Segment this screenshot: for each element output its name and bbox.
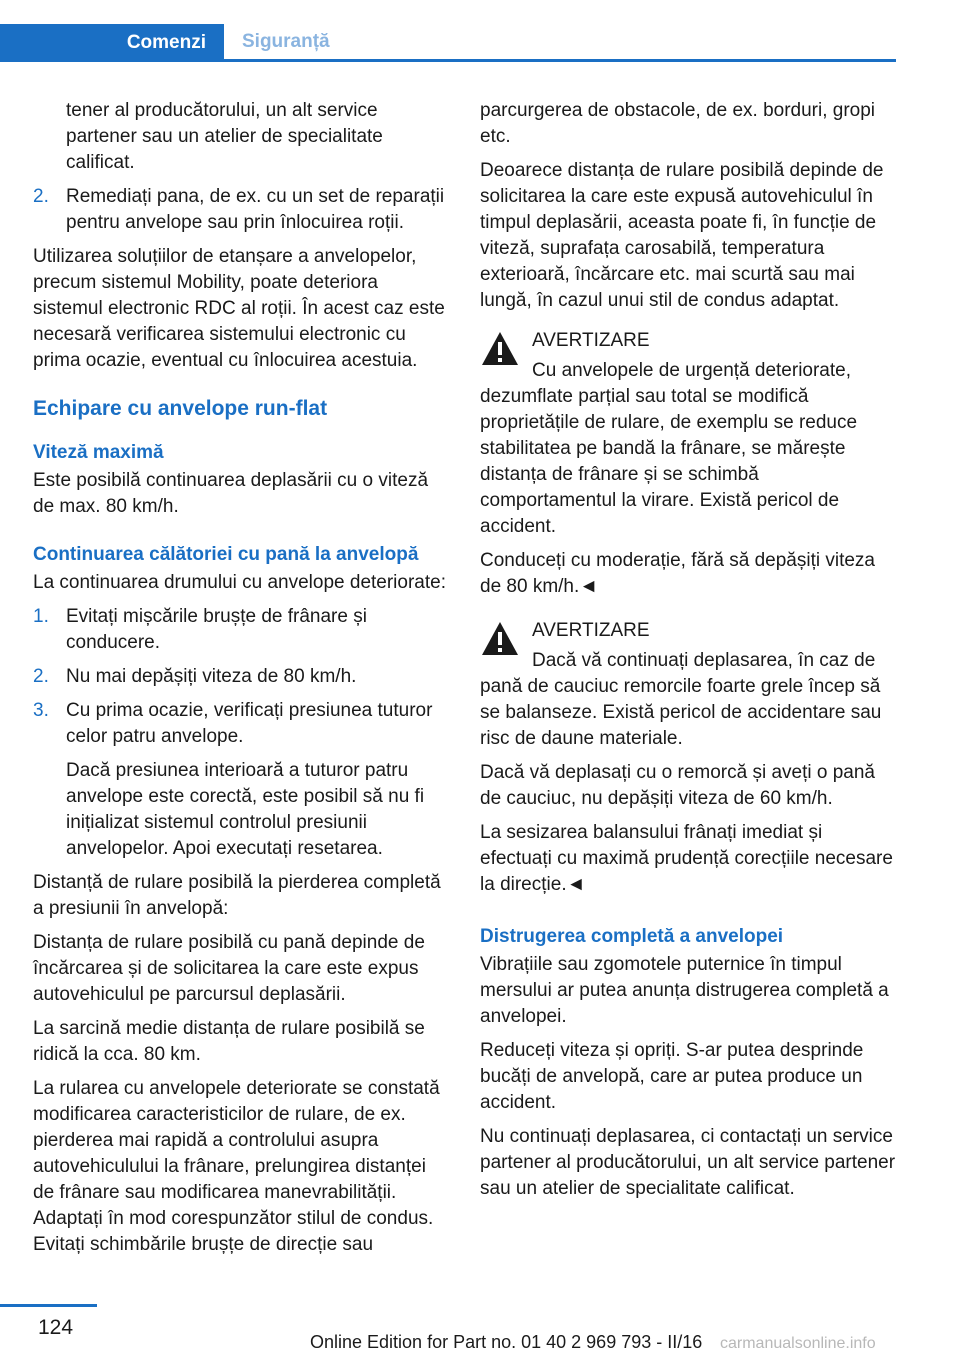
- list-item-continuation: Dacă presiunea interioară a tuturor patru anvelope este corectă, este posibil să nu fi inițializat sistemul controlul presiunii anvelopelor. Apoi executați resetarea.: [66, 760, 425, 859]
- list-text: Nu mai depășiți viteza de 80 km/h.: [66, 666, 357, 687]
- paragraph: Utilizarea soluțiilor de etanșare a anvelopelor, precum sistemul Mobility, poate deteriora sistemul electronic RDC al roții. În acest caz este necesară verificarea sistemului electronic cu prima ocazie, eventual cu înlocuirea acestuia.: [33, 246, 445, 371]
- section-heading: Echipare cu anvelope run-flat: [33, 397, 328, 420]
- header-rule: [0, 59, 896, 62]
- warning-action: Conduceți cu moderație, fără să depășiți viteza de 80 km/h.◄: [480, 550, 875, 597]
- warning-block: [480, 618, 898, 898]
- warning-triangle-icon: [480, 330, 520, 368]
- subheading-continue: Continuarea călătoriei cu pană la anvelopă: [33, 544, 419, 565]
- watermark: carmanualsonline.info: [720, 1335, 876, 1352]
- list-text: Evitați mișcările brușțe de frânare și conducere.: [66, 606, 367, 653]
- paragraph: La sarcină medie distanța de rulare posibilă se ridică la cca. 80 km.: [33, 1018, 425, 1065]
- list-item: [33, 604, 451, 656]
- header-tabbar: [0, 24, 896, 62]
- paragraph: Dacă vă deplasați cu o remorcă și aveți o pană de cauciuc, nu depășiți viteza de 60 km/h.: [480, 762, 875, 809]
- paragraph: La rularea cu anvelopele deteriorate se constată modificarea caracteristicilor de rulare, de ex. pierderea mai rapidă a controlului asupra autovehiculului la frânare, prelungirea distanței de frânare sau modificarea manevrabilității. Adaptați în mod corespunzător stilul de condus. Evitați schimbările brușțe de direcție sau: [33, 1078, 440, 1255]
- paragraph: Distanța de rulare posibilă cu pană depinde de încărcarea și de solicitarea la care este expus autovehiculul pe parcursul deplasării.: [33, 932, 425, 1005]
- paragraph: Distanță de rulare posibilă la pierderea completă a presiunii în anvelopă:: [33, 872, 441, 919]
- warning-title: AVERTIZARE: [532, 620, 650, 641]
- page-number: 124: [38, 1316, 74, 1339]
- paragraph: Nu continuați deplasarea, ci contactați un service partener al producătorului, un alt service partener sau un atelier de specialitate calificat.: [480, 1126, 896, 1199]
- list-text: Remediați pana, de ex. cu un set de reparații pentru anvelope sau prin înlocuirea roții.: [66, 186, 445, 233]
- edition-text: Online Edition for Part no. 01 40 2 969 793 - II/16: [310, 1332, 703, 1352]
- right-column: [480, 98, 898, 1210]
- list-item: [33, 664, 451, 690]
- list-number: 2.: [33, 186, 49, 207]
- tab-siguranta[interactable]: Siguranță: [242, 30, 330, 52]
- list-number: 3.: [33, 700, 49, 721]
- list-item: [33, 698, 451, 750]
- paragraph: Reduceți viteza și opriți. S-ar putea desprinde bucăți de anvelopă, care ar putea produce un accident.: [480, 1040, 864, 1113]
- warning-title: AVERTIZARE: [532, 330, 650, 351]
- list-item: [33, 184, 451, 236]
- left-column: [33, 98, 451, 1266]
- list-number: 2.: [33, 666, 49, 687]
- paragraph: Vibrațiile sau zgomotele puternice în timpul mersului ar putea anunța distrugerea completă a anvelopei.: [480, 954, 889, 1027]
- list-item-continuation: tener al producătorului, un alt service partener sau un atelier de specialitate calificat.: [66, 100, 383, 173]
- warning-text: Cu anvelopele de urgență deteriorate, dezumflate parțial sau total se modifică proprietățile de rulare, de exemplu se reduce stabilitatea pe bandă la frânare, se mărește distanța de frânare și se schimbă comportamentul la virare. Există pericol de accident.: [480, 360, 858, 537]
- paragraph: La sesizarea balansului frânați imediat și efectuați cu maximă prudență corecțiile necesare la direcție.◄: [480, 822, 893, 895]
- footer-rule: [0, 1304, 97, 1307]
- list-text: Cu prima ocazie, verificați presiunea tuturor celor patru anvelope.: [66, 700, 433, 747]
- paragraph: Deoarece distanța de rulare posibilă depinde de solicitarea la care este expusă autovehiculul în timpul deplasării, aceasta poate fi, în funcție de viteză, suprafața carosabilă, temperatura exterioară, încărcare etc. mai scurtă sau mai lungă, în cazul unui stil de condus adaptat.: [480, 160, 884, 311]
- list-number: 1.: [33, 606, 49, 627]
- warning-block: [480, 328, 898, 600]
- subheading-destroy: Distrugerea completă a anvelopei: [480, 926, 784, 947]
- warning-triangle-icon: [480, 620, 520, 658]
- tab-comenzi[interactable]: Comenzi: [0, 24, 224, 62]
- paragraph: Este posibilă continuarea deplasării cu o viteză de max. 80 km/h.: [33, 470, 429, 517]
- paragraph: La continuarea drumului cu anvelope deteriorate:: [33, 572, 446, 593]
- subheading-speed: Viteză maximă: [33, 442, 164, 463]
- paragraph: parcurgerea de obstacole, de ex. borduri, gropi etc.: [480, 100, 876, 147]
- warning-text: Dacă vă continuați deplasarea, în caz de pană de cauciuc remorcile foarte grele încep să se balanseze. Există pericol de accidentare sau risc de daune materiale.: [480, 650, 882, 749]
